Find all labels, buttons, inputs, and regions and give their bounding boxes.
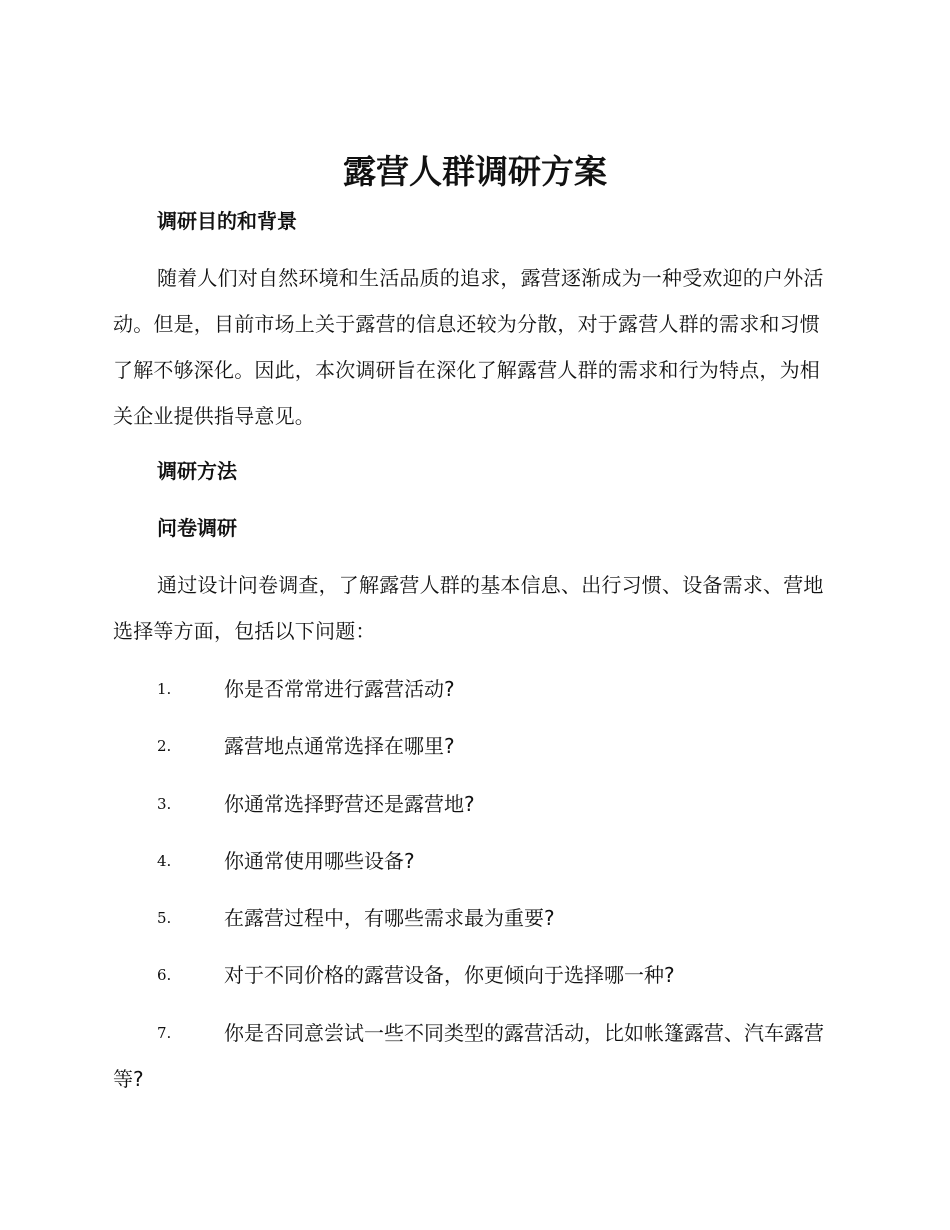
question-number: 6. — [157, 966, 172, 985]
question-number: 7. — [157, 1023, 172, 1042]
question-list — [113, 666, 838, 1113]
question-item — [113, 723, 838, 769]
question-item — [113, 666, 838, 712]
question-text: 对于不同价格的露营设备，你更倾向于选择哪一种? — [224, 963, 675, 988]
question-item — [113, 895, 838, 941]
question-number: 4. — [157, 851, 172, 870]
question-number: 2. — [157, 737, 172, 756]
question-item — [113, 952, 838, 998]
document-title: 露营人群调研方案 — [343, 152, 607, 191]
question-text: 你是否常常进行露营活动? — [224, 677, 455, 701]
question-item — [113, 781, 838, 827]
question-text: 你通常选择野营还是露营地? — [224, 791, 475, 816]
question-number: 5. — [157, 909, 172, 928]
question-item — [113, 1010, 838, 1102]
section-heading-purpose: 调研目的和背景 — [157, 209, 297, 233]
question-number: 3. — [157, 794, 172, 813]
section-heading-method: 调研方法 — [157, 459, 237, 483]
question-text: 你通常使用哪些设备? — [224, 848, 415, 873]
question-text: 在露营过程中，有哪些需求最为重要? — [224, 906, 555, 931]
question-item — [113, 838, 838, 884]
section-paragraph-purpose: 随着人们对自然环境和生活品质的追求，露营逐渐成为一种受欢迎的户外活动。但是，目前市场上关于露营的信息还较为分散，对于露营人群的需求和习惯了解不够深化。因此，本次调研旨在深化了解露营人群的需求和行为特点，为相关企业提供指导意见。 — [113, 266, 824, 428]
section-paragraph-questionnaire: 通过设计问卷调查，了解露营人群的基本信息、出行习惯、设备需求、营地选择等方面，包括以下问题： — [113, 573, 824, 643]
question-number: 1. — [157, 680, 172, 698]
question-text: 露营地点通常选择在哪里? — [224, 734, 455, 759]
section-heading-questionnaire: 问卷调研 — [157, 516, 237, 540]
question-text: 你是否同意尝试一些不同类型的露营活动，比如帐篷露营、汽车露营等? — [113, 1020, 824, 1091]
